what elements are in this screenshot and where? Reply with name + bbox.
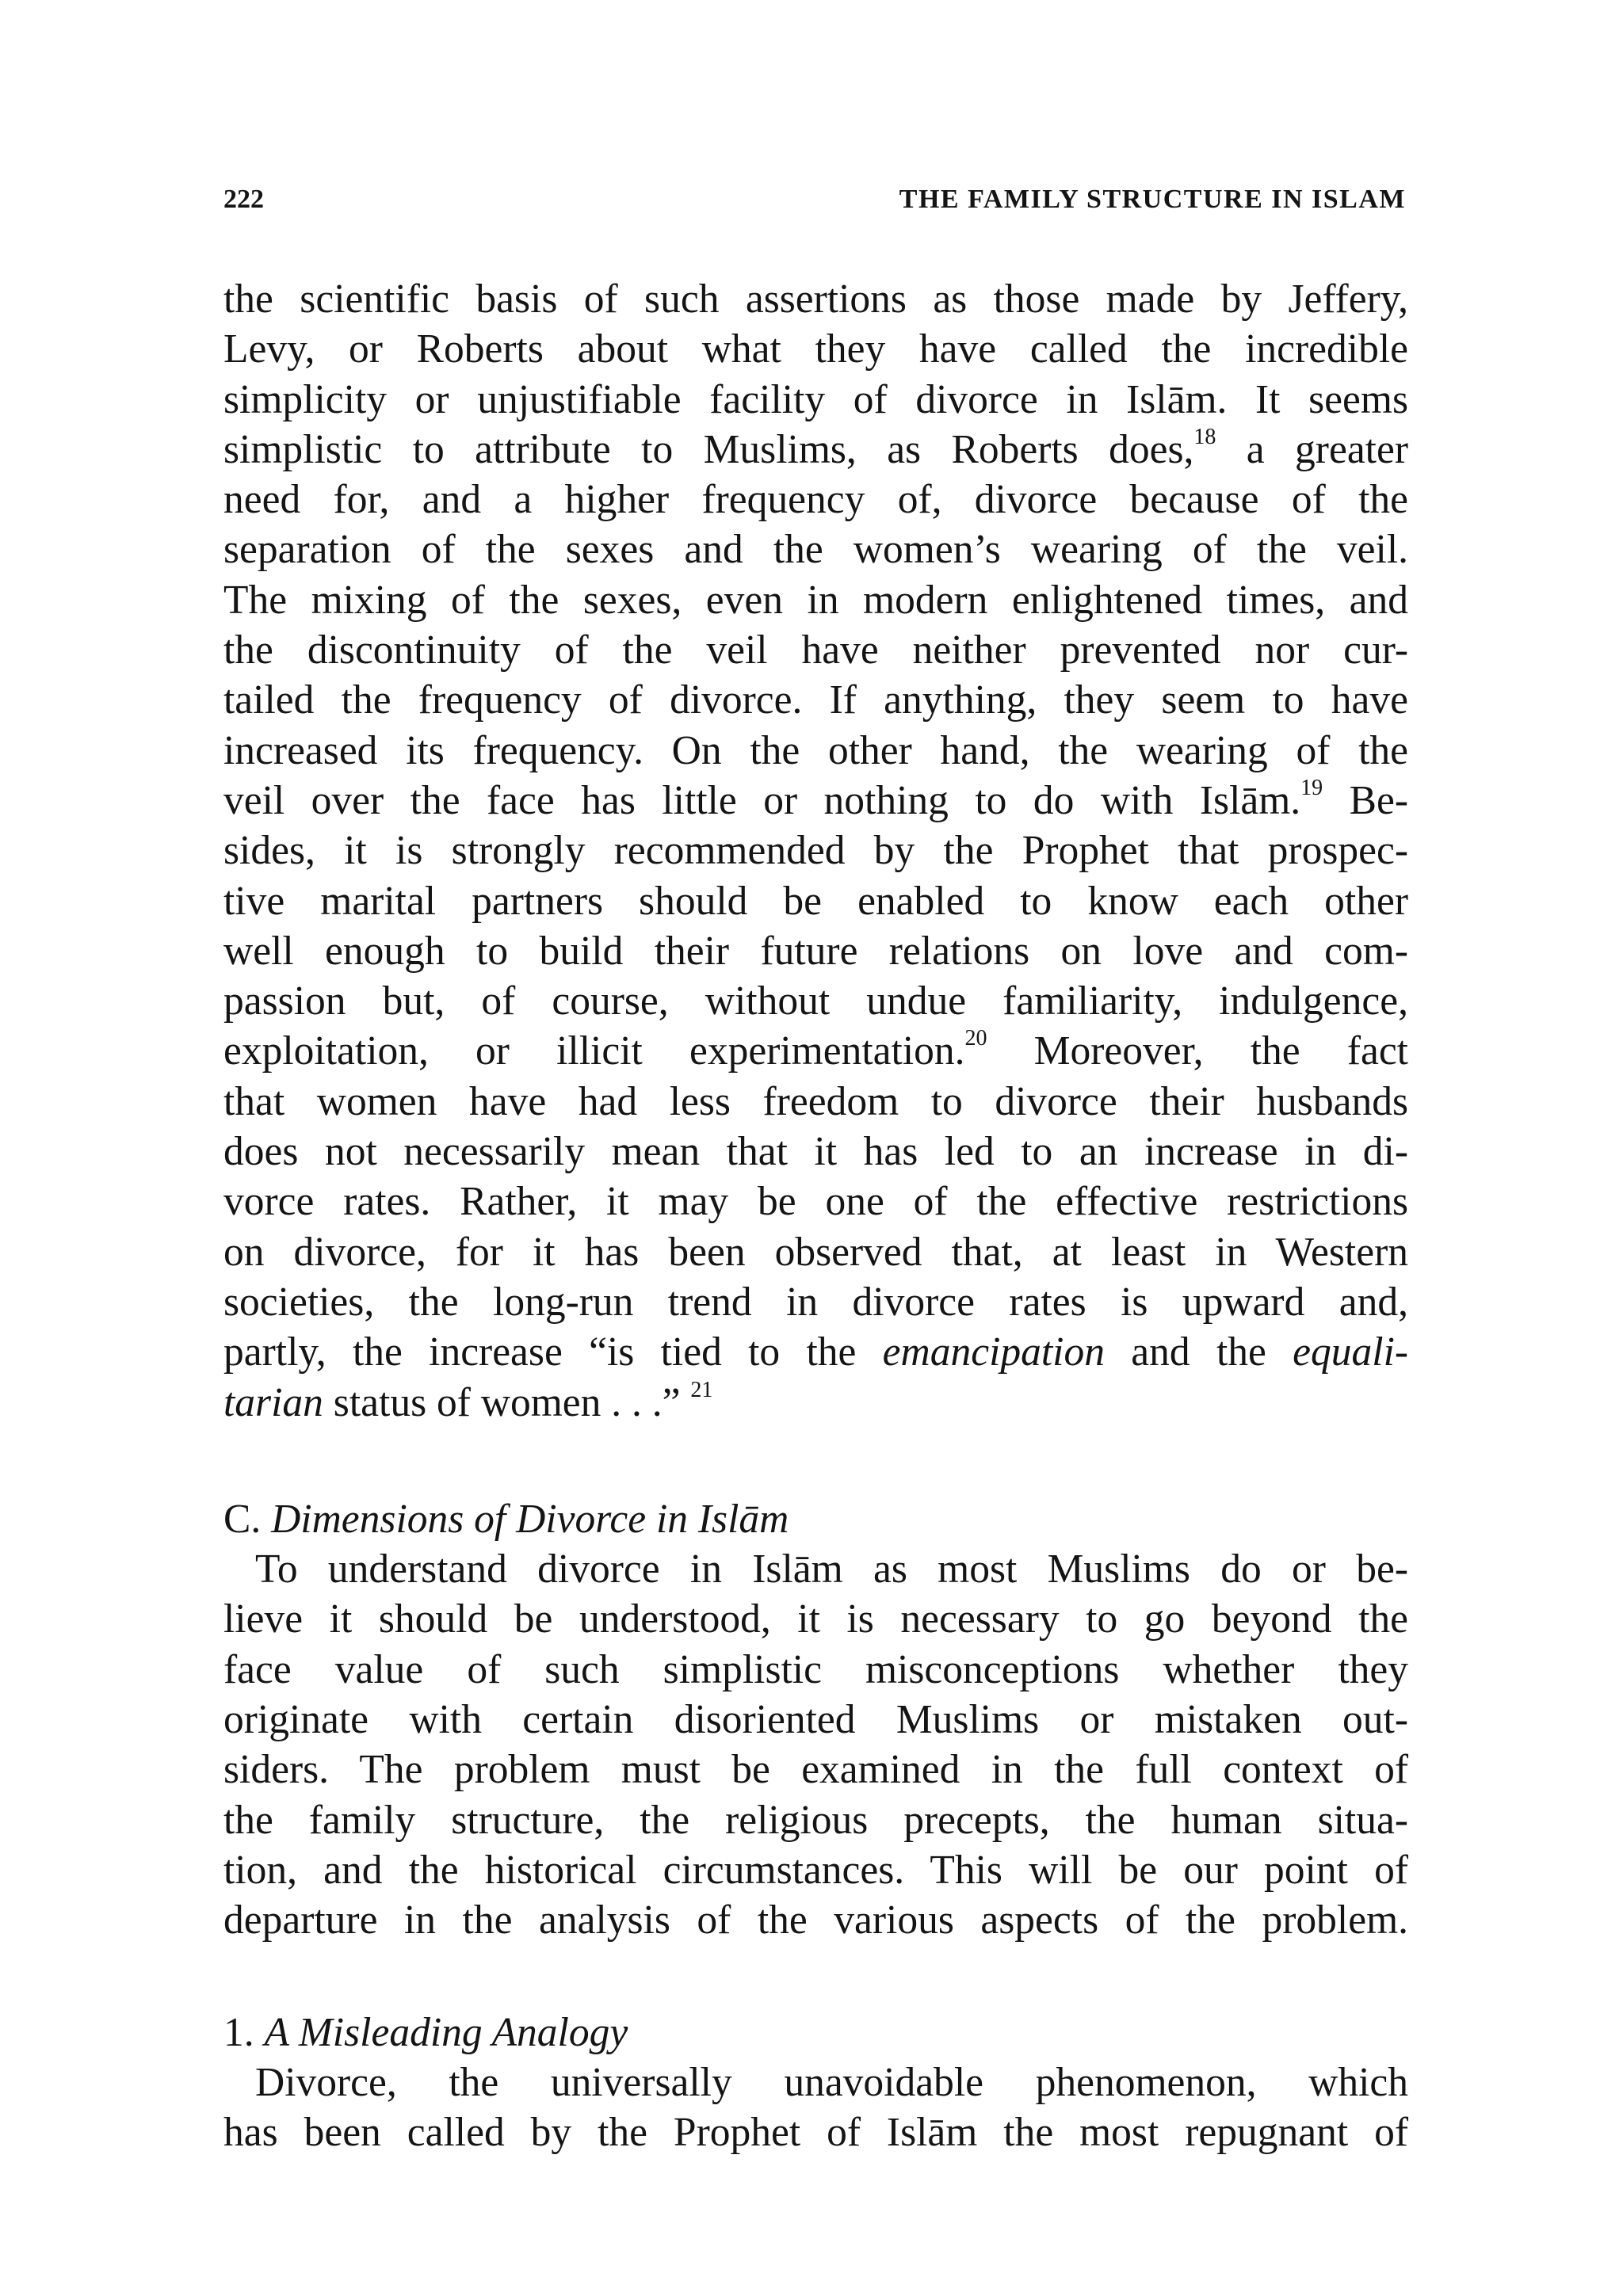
text-line (223, 425, 1408, 475)
text-line: the discontinuity of the veil have neither prevented nor cur- (223, 627, 1408, 673)
text-line: tive marital partners should be enabled to know each other (223, 878, 1408, 924)
text-line: tailed the frequency of divorce. If anything, they seem to have (223, 677, 1408, 723)
page-number: 222 (223, 185, 264, 214)
text-line: societies, the long-run trend in divorce rates is upward and, (223, 1279, 1408, 1325)
text-line: The mixing of the sexes, even in modern enlightened times, and (223, 577, 1408, 623)
running-head (223, 181, 1406, 219)
text-line: the scientific basis of such assertions as those made by Jeffery, (223, 277, 1408, 322)
section-title: Dimensions of Divorce in Islām (271, 1496, 789, 1542)
text-line: To understand divorce in Islām as most Muslims do or be- (255, 1547, 1408, 1592)
italic-term: tarian (223, 1379, 323, 1425)
body-text (223, 274, 1408, 2157)
text-line: originate with certain disoriented Muslims or mistaken out- (223, 1697, 1408, 1743)
footnote-marker: 21 (690, 1377, 713, 1402)
text-line: that women have had less freedom to divorce their husbands (223, 1078, 1408, 1124)
text-segment: exploitation, or illicit experimentation. (223, 1028, 965, 1074)
text-line: tion, and the historical circumstances. This will be our point of (223, 1847, 1408, 1893)
section-c (223, 1494, 1408, 1946)
text-line (223, 1378, 1408, 1428)
text-line: well enough to build their future relations on love and com- (223, 928, 1408, 974)
text-segment: status of women . . .” (333, 1379, 681, 1425)
text-segment: a greater (1246, 426, 1408, 472)
text-line: does not necessarily mean that it has led to an increase in di- (223, 1129, 1408, 1175)
text-line (223, 776, 1408, 826)
text-line: siders. The problem must be examined in the full context of (223, 1747, 1408, 1793)
section-number: C. (223, 1496, 262, 1542)
footnote-marker: 18 (1193, 425, 1216, 450)
section-gap (223, 1428, 1408, 1494)
text-line (223, 1026, 1408, 1076)
text-line: Divorce, the universally unavoidable phenomenon, which (255, 2059, 1408, 2105)
text-segment: simplistic to attribute to Muslims, as Roberts does, (223, 426, 1194, 472)
text-line: on divorce, for it has been observed that, at least in Western (223, 1229, 1408, 1275)
section-heading (223, 1494, 1408, 1544)
section-title: A Misleading Analogy (264, 2009, 628, 2055)
text-line: need for, and a higher frequency of, divorce because of the (223, 477, 1408, 523)
text-line: separation of the sexes and the women’s wearing of the veil. (223, 527, 1408, 573)
text-line: lieve it should be understood, it is necessary to go beyond the (223, 1596, 1408, 1642)
text-line: Levy, or Roberts about what they have called the incredible (223, 326, 1408, 372)
text-line: sides, it is strongly recommended by the Prophet that prospec- (223, 828, 1408, 874)
text-segment: partly, the increase “is tied to the (223, 1329, 857, 1375)
text-line: has been called by the Prophet of Islām the most repugnant of (223, 2110, 1408, 2156)
text-line: simplicity or unjustifiable facility of divorce in Islām. It seems (223, 376, 1408, 422)
text-segment: Moreover, the fact (1033, 1028, 1408, 1074)
text-line: increased its frequency. On the other hand, the wearing of the (223, 727, 1408, 773)
text-line: vorce rates. Rather, it may be one of the effective restrictions (223, 1179, 1408, 1225)
footnote-marker: 20 (964, 1026, 987, 1051)
text-line (223, 1327, 1408, 1377)
section-number: 1. (223, 2009, 254, 2055)
section-1 (223, 2008, 1408, 2158)
section-gap (223, 1946, 1408, 2008)
running-title: THE FAMILY STRUCTURE IN ISLAM (899, 185, 1406, 214)
italic-term: emancipation (882, 1329, 1105, 1375)
text-line: departure in the analysis of the various aspects of the problem. (223, 1897, 1408, 1943)
italic-term: equali- (1293, 1329, 1409, 1375)
section-heading (223, 2008, 1408, 2058)
text-line: face value of such simplistic misconceptions whether they (223, 1646, 1408, 1692)
text-segment: and the (1131, 1329, 1266, 1375)
text-line: passion but, of course, without undue familiarity, indulgence, (223, 978, 1408, 1024)
footnote-marker: 19 (1300, 776, 1323, 801)
text-segment: Be- (1349, 777, 1408, 823)
text-segment: veil over the face has little or nothing to do with Islām. (223, 777, 1301, 823)
paragraph (223, 274, 1408, 1428)
text-line: the family structure, the religious precepts, the human situa- (223, 1797, 1408, 1843)
